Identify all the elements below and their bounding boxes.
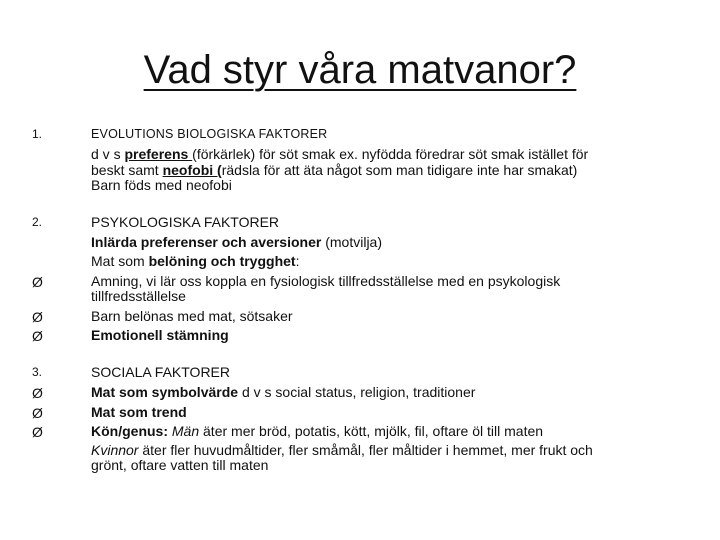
text: (motvilja) — [321, 234, 382, 250]
text: äter mer bröd, potatis, kött, mjölk, fil, oftare öl till maten — [199, 423, 544, 439]
slide-title: Vad styr våra matvanor? — [143, 48, 577, 92]
text: äter fler huvudmåltider, fler småmål, fler måltider i hemmet, mer frukt och — [138, 442, 593, 458]
section-3-heading: SOCIALA FAKTORER — [91, 364, 231, 380]
section-3-line-3 — [91, 424, 543, 438]
text-bold: Kön/genus: — [91, 423, 172, 439]
bullet-icon: Ø — [32, 328, 43, 344]
section-3-marker: 3. — [32, 365, 43, 379]
section-3-line-1 — [91, 385, 475, 399]
text: rädsla för att äta något som man tidigare inte har smakat) — [221, 162, 578, 178]
bullet-icon: Ø — [32, 385, 43, 401]
section-2-line-3: Amning, vi lär oss koppla en fysiologisk tillfredsställelse med en psykologisk — [91, 273, 561, 289]
text-bold: belöning och trygghet — [148, 253, 296, 269]
text-bold: Inlärda preferenser och aversioner — [91, 234, 322, 250]
text-preferens: preferens — [124, 146, 193, 162]
text-italic: Män — [171, 423, 200, 439]
section-1-line-3: Barn föds med neofobi — [91, 177, 232, 193]
section-2-heading: PSYKOLOGISKA FAKTORER — [91, 214, 280, 230]
section-2-marker: 2. — [32, 215, 43, 229]
text: Mat som — [91, 253, 149, 269]
section-1-heading: EVOLUTIONS BIOLOGISKA FAKTORER — [91, 127, 328, 141]
text-italic: Kvinnor — [91, 442, 139, 458]
section-3-line-4 — [91, 443, 593, 457]
section-1-line-2 — [91, 163, 577, 177]
bullet-icon: Ø — [32, 405, 43, 421]
section-2-line-2 — [91, 254, 299, 268]
section-2-line-6: Emotionell stämning — [91, 327, 229, 343]
section-2-line-4: tillfredsställelse — [91, 288, 186, 304]
text: d v s — [91, 146, 125, 162]
section-3-line-2: Mat som trend — [91, 404, 187, 420]
bullet-icon: Ø — [32, 424, 43, 440]
text-bold: Mat som symbolvärde — [91, 384, 239, 400]
text: : — [295, 253, 300, 269]
section-3-line-5: grönt, oftare vatten till maten — [91, 457, 269, 473]
text: d v s social status, religion, traditioner — [238, 384, 476, 400]
text: beskt samt — [91, 162, 163, 178]
section-1-marker: 1. — [32, 127, 43, 141]
section-2-line-5: Barn belönas med mat, sötsaker — [91, 308, 293, 324]
section-1-line-1 — [91, 147, 588, 161]
bullet-icon: Ø — [32, 309, 43, 325]
section-2-line-1 — [91, 235, 382, 249]
text: (förkärlek) för söt smak ex. nyfödda föredrar söt smak istället för — [192, 146, 589, 162]
bullet-icon: Ø — [32, 274, 43, 290]
text-neofobi: neofobi ( — [162, 162, 222, 178]
